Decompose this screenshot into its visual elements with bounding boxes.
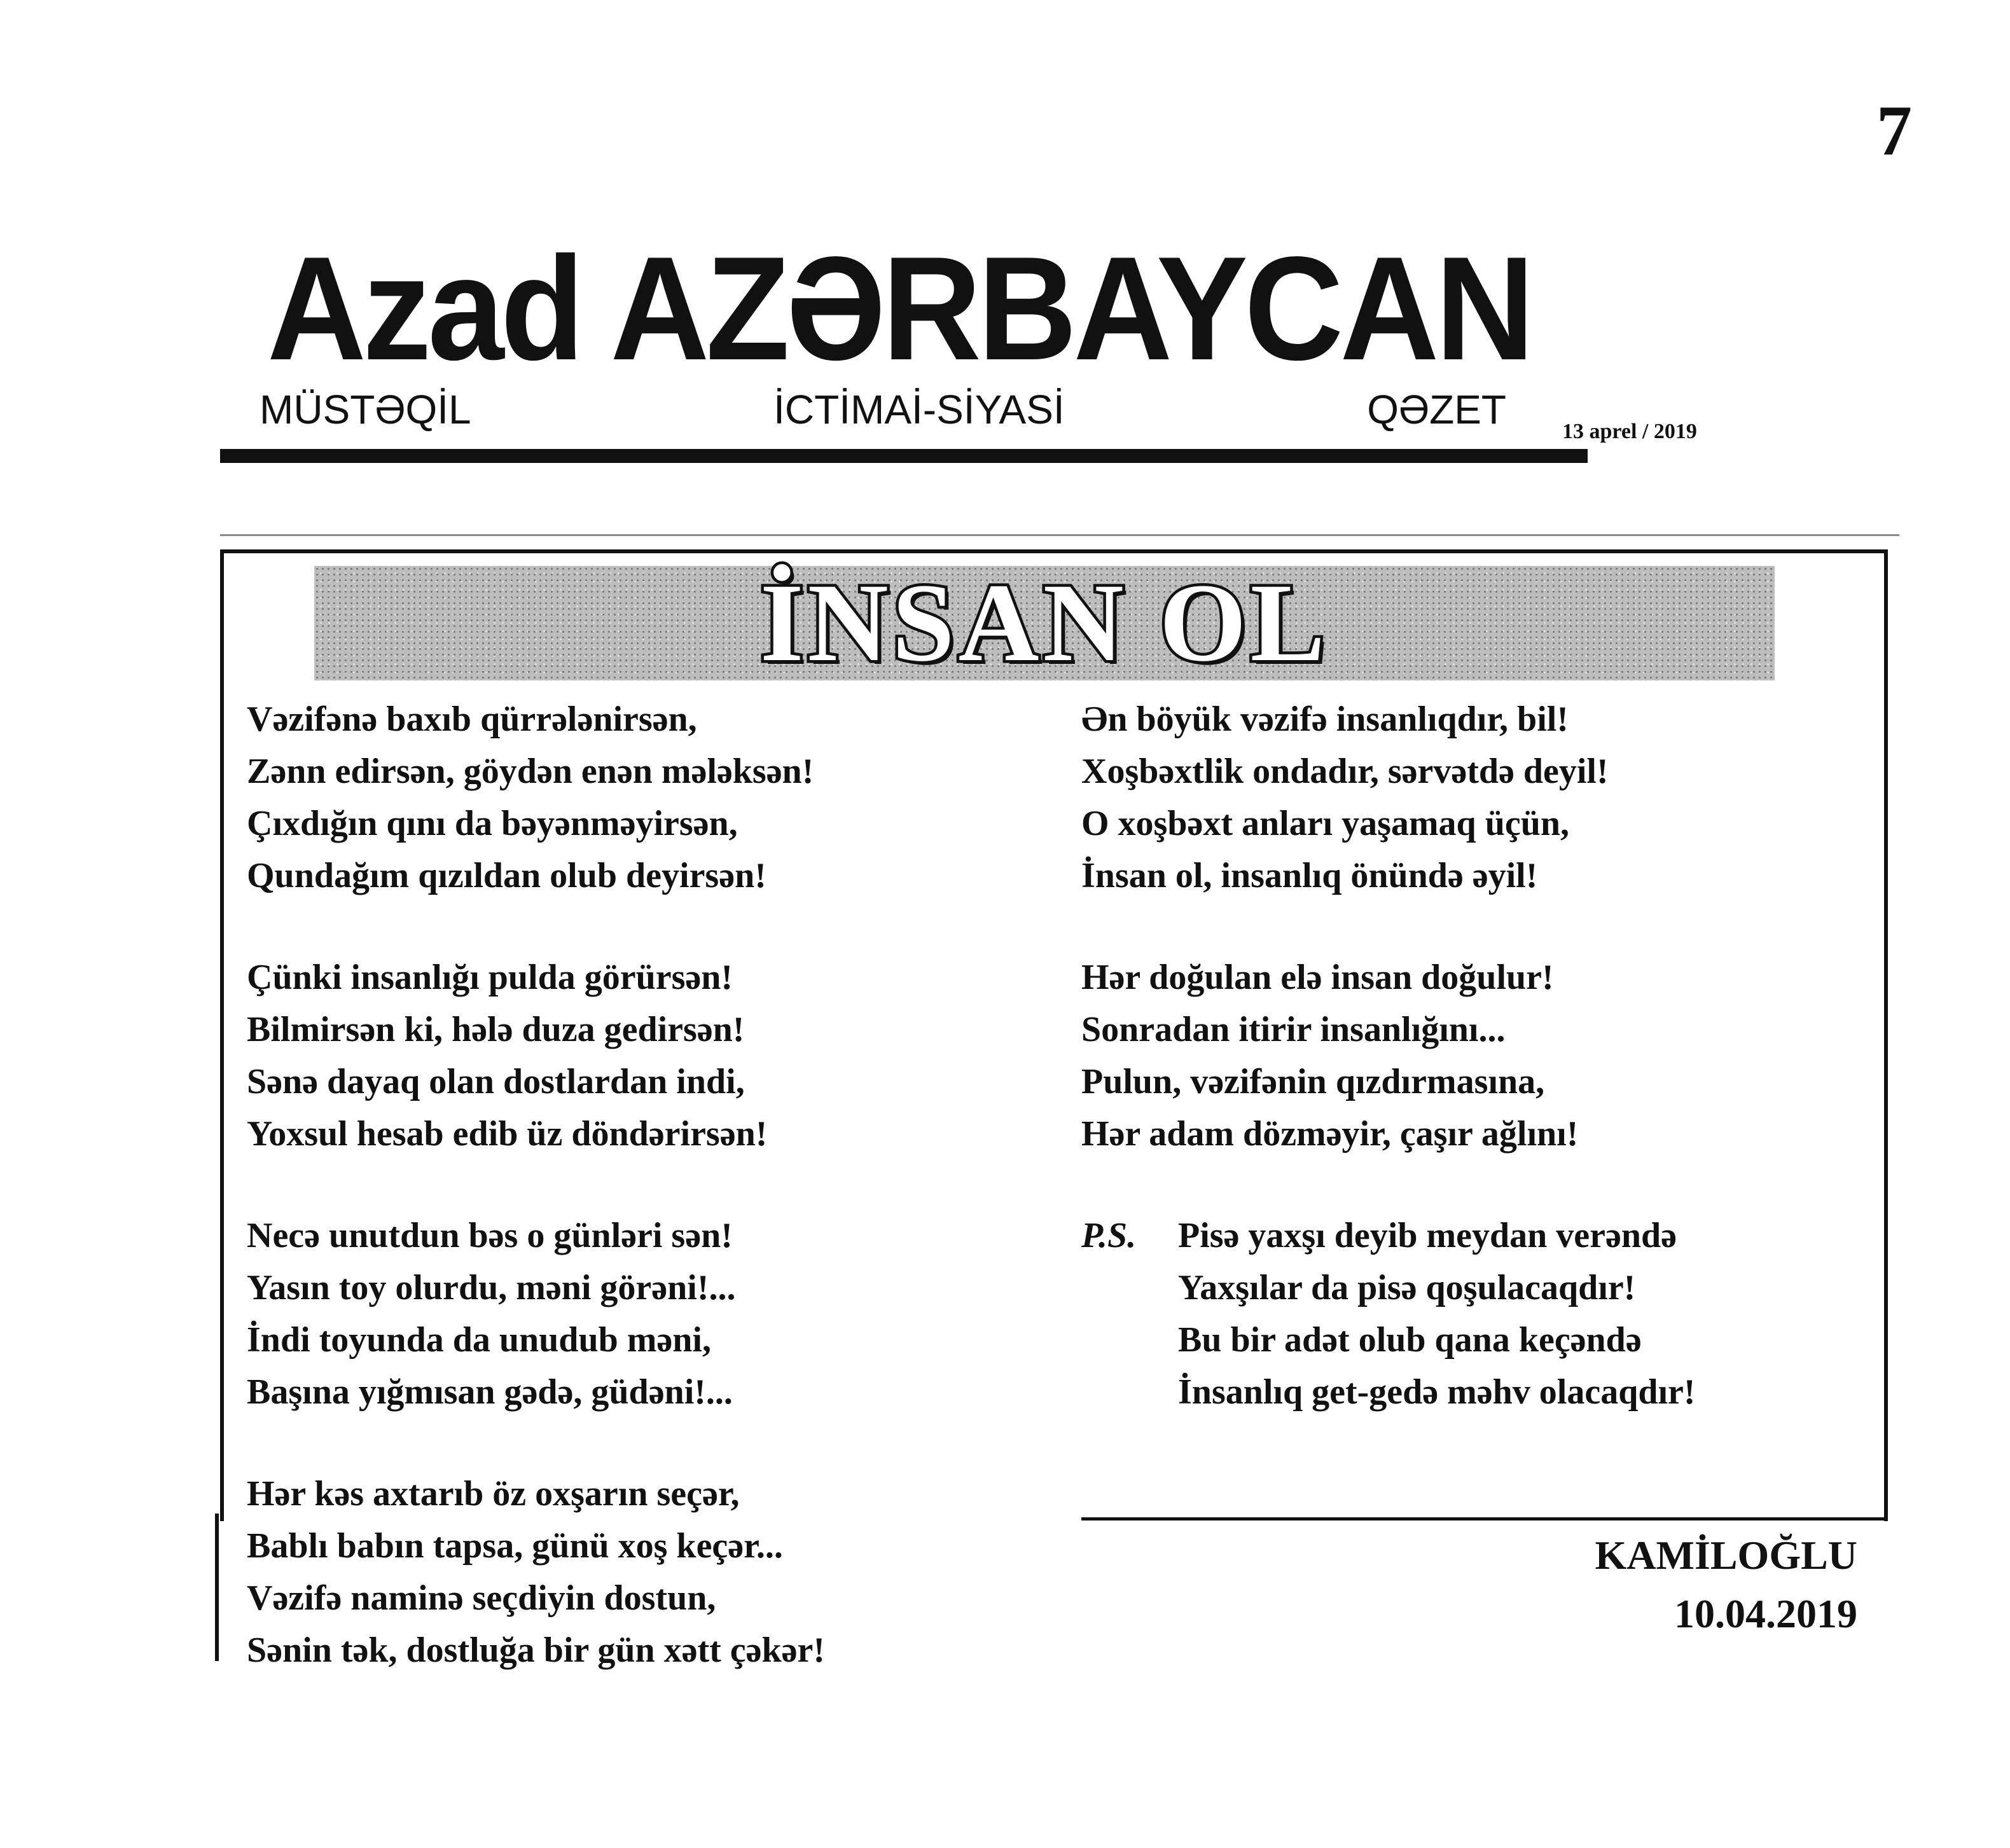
poem-line: Bilmirsən ki, hələ duza gedirsən! xyxy=(247,1010,745,1049)
poem-line: Necə unutdun bəs o günləri sən! xyxy=(247,1216,733,1255)
masthead-rule xyxy=(220,449,1588,463)
poem-line: Pisə yaxşı deyib meydan verəndə xyxy=(1178,1216,1677,1255)
poem-line: Hər doğulan elə insan doğulur! xyxy=(1081,958,1554,997)
poem-line: Pulun, vəzifənin qızdırmasına, xyxy=(1081,1062,1545,1101)
issue-date: 13 aprel / 2019 xyxy=(1562,420,1697,443)
poem-line: Sənə dayaq olan dostlardan indi, xyxy=(247,1062,745,1101)
poem-line: Yaxşılar da pisə qoşulacaqdır! xyxy=(1178,1268,1636,1307)
poem-line: Vəzifənə baxıb qürrələnirsən, xyxy=(247,700,697,739)
subtitle-word: MÜSTƏQİL xyxy=(260,387,471,432)
poem-line: Çünki insanlığı pulda görürsən! xyxy=(247,958,733,997)
author-signature xyxy=(1527,1526,1857,1643)
poem-line: Yoxsul hesab edib üz döndərirsən! xyxy=(247,1114,768,1154)
subtitle-word: İCTİMAİ-SİYASİ xyxy=(773,387,1065,432)
stanza-6 xyxy=(1081,951,1578,1160)
poem-line: Bu bir adət olub qana keçəndə xyxy=(1178,1320,1642,1360)
signature-rule xyxy=(1081,1517,1884,1520)
ps-stanza xyxy=(1178,1210,1696,1418)
stanza-3 xyxy=(247,1210,736,1418)
poem-line: İnsan ol, insanlıq önündə əyil! xyxy=(1081,856,1538,895)
poem-line: Çıxdığın qını da bəyənməyirsən, xyxy=(247,804,738,843)
poem-line: Sonradan itirir insanlığını... xyxy=(1081,1010,1506,1049)
poem-line: Zənn edirsən, göydən enən mələksən! xyxy=(247,752,814,791)
poem-line: Qundağım qızıldan olub deyirsən! xyxy=(247,856,766,895)
newspaper-title: Azad AZƏRBAYCAN xyxy=(267,226,1531,391)
poem-line: İnsanlıq get-gedə məhv olacaqdır! xyxy=(1178,1372,1696,1412)
poem-frame-left-edge xyxy=(215,1514,219,1661)
poem-line: Bablı babın tapsa, günü xoş keçər... xyxy=(247,1526,783,1566)
section-divider xyxy=(220,534,1899,536)
poem-line: Başına yığmısan gədə, güdəni!... xyxy=(247,1372,733,1412)
page-number: 7 xyxy=(1876,92,1912,170)
ps-label: P.S. xyxy=(1081,1216,1137,1255)
poem-line: Vəzifə naminə seçdiyin dostun, xyxy=(247,1578,716,1618)
poem-line: Ən böyük vəzifə insanlıqdır, bil! xyxy=(1081,700,1569,739)
poem-line: Xoşbəxtlik ondadır, sərvətdə deyil! xyxy=(1081,752,1609,791)
stanza-1 xyxy=(247,693,814,902)
poem-line: Hər kəs axtarıb öz oxşarın seçər, xyxy=(247,1474,740,1514)
poem-line: O xoşbəxt anları yaşamaq üçün, xyxy=(1081,804,1569,843)
subtitle-word: QƏZET xyxy=(1367,387,1506,432)
stanza-4 xyxy=(247,1468,825,1676)
poem-line: İndi toyunda da unudub məni, xyxy=(247,1320,711,1360)
newspaper-subtitle xyxy=(260,389,1506,430)
poem-line: Yasın toy olurdu, məni görəni!... xyxy=(247,1268,736,1307)
poem-date: 10.04.2019 xyxy=(1674,1591,1857,1636)
poem-line: Hər adam dözməyir, çaşır ağlını! xyxy=(1081,1114,1579,1154)
stanza-2 xyxy=(247,951,767,1160)
stanza-5 xyxy=(1081,693,1609,902)
poem-title: İNSAN OL xyxy=(760,561,1329,685)
author-name: KAMİLOĞLU xyxy=(1595,1533,1857,1578)
poem-line: Sənin tək, dostluğa bir gün xətt çəkər! xyxy=(247,1631,825,1670)
